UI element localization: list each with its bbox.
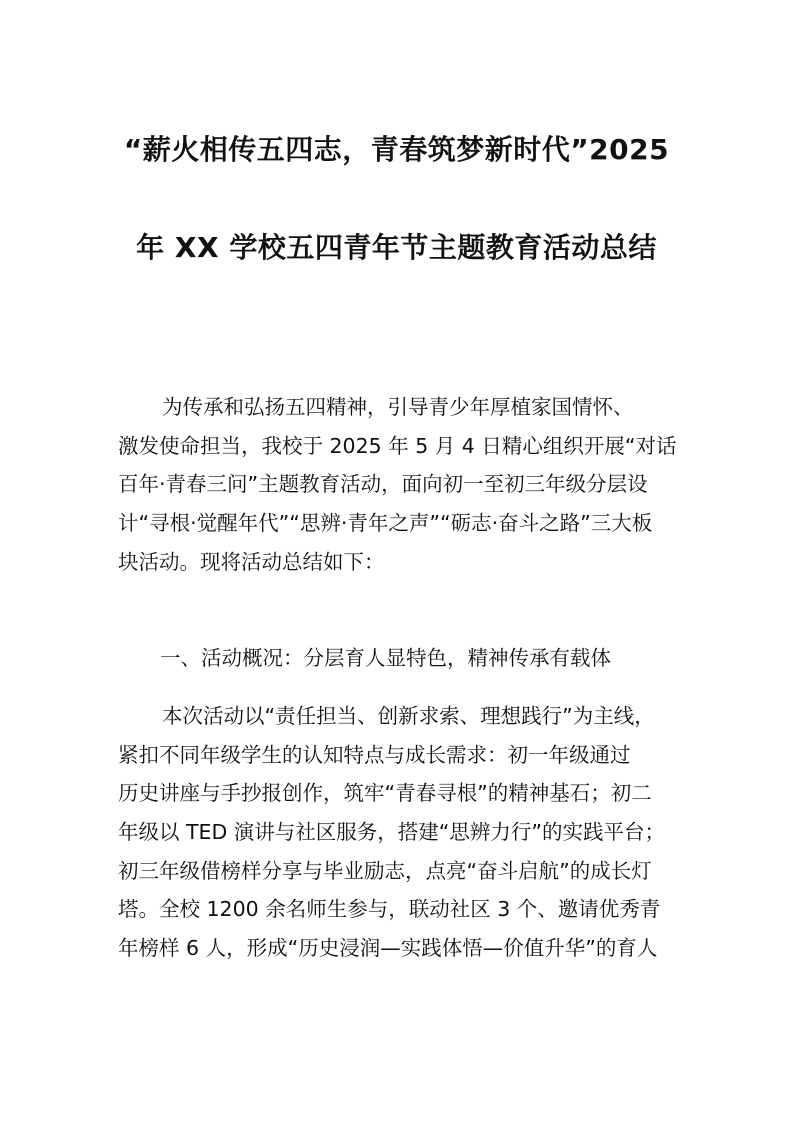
document-title-line-2: 年 XX 学校五四青年节主题教育活动总结 [136,231,657,264]
section-1-paragraph [118,697,678,968]
intro-line: 为传承和弘扬五四精神，引导青少年厚植家国情怀、 [162,395,634,419]
document-title-line-1: “薪火相传五四志，青春筑梦新时代”2025 [123,133,670,166]
intro-line: 块活动。现将活动总结如下： [118,549,385,574]
paragraph-line: 初三年级借榜样分享与毕业励志，点亮“奋斗启航”的成长灯 [118,858,652,883]
paragraph-line: 塔。全校 1200 余名师生参与，联动社区 3 个、邀请优秀青 [118,897,661,922]
paragraph-line: 年榜样 6 人，形成“历史浸润—实践体悟—价值升华”的育人 [118,936,658,961]
paragraph-line: 紧扣不同年级学生的认知特点与成长需求：初一年级通过 [118,742,631,767]
section-1-heading: 一、活动概况：分层育人显特色，精神传承有载体 [160,646,611,670]
intro-line: 激发使命担当，我校于 2025 年 5 月 4 日精心组织开展“对话 [118,433,677,458]
intro-line: 百年·青春三问”主题教育活动，面向初一至初三年级分层设 [118,472,648,497]
paragraph-line: 年级以 TED 演讲与社区服务，搭建“思辨力行”的实践平台； [118,820,666,845]
intro-paragraph [118,388,678,581]
intro-line: 计“寻根·觉醒年代”“思辨·青年之声”“砺志·奋斗之路”三大板 [118,511,653,536]
paragraph-line: 历史讲座与手抄报创作，筑牢“青春寻根”的精神基石；初二 [118,781,652,806]
paragraph-line: 本次活动以“责任担当、创新求索、理想践行”为主线， [162,704,655,728]
